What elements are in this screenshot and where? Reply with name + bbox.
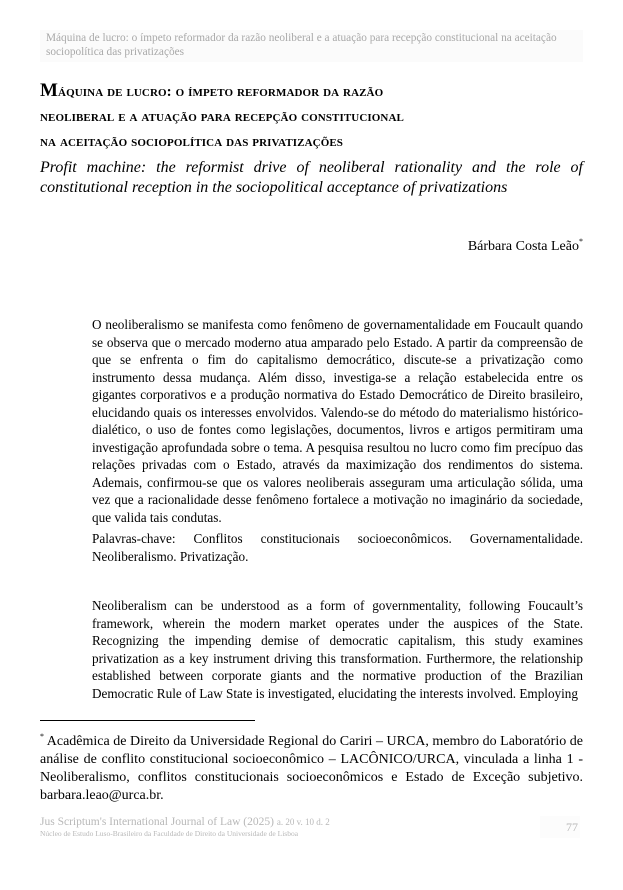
title-initial: M [40,80,59,101]
journal-footer [40,816,330,839]
title-line3: na aceitação sociopolítica das privatizações [40,134,344,150]
title-line2: neoliberal e a atuação para recepção constitucional [40,109,404,125]
abstract-english: Neoliberalism can be understood as a form of governmentality, following Foucault’s framework, wherein the modern market operates under the auspices of the State. Recognizing the impending demise of democratic capitalism, this study examines privatization as a key instrument driving this transformation. Furthermore, the relationship established between corporate giants and the normative production of the Brazilian Democratic Rule of Law State is investigated, elucidating the interests involved. Employing [92,598,583,701]
author-name: Bárbara Costa Leão [467,239,579,254]
journal-name: Jus Scriptum's International Journal of Law (2025) [40,816,277,828]
keywords-line1: Palavras-chave: Conflitos constitucionais socioeconômicos. Governamentalidade. [92,531,583,546]
author-footnote-marker[interactable]: * [579,237,583,246]
title-line1: áquina de lucro: o ímpeto reformador da razão [58,84,384,100]
author-footnote [40,728,583,805]
paper-title [40,78,583,155]
running-header-text: Máquina de lucro: o ímpeto reformador da razão neoliberal e a atuação para recepção constitucional na aceitação sociopolítica das privatizações [46,32,557,58]
journal-volume: a. 20 v. 10 d. 2 [276,817,330,827]
keywords-portuguese [92,530,583,565]
author-byline [468,233,583,256]
keywords-line2: Neoliberalismo. Privatização. [92,548,249,564]
footnote-text: Acadêmica de Direito da Universidade Regional do Cariri – URCA, membro do Laboratório de análise de conflito constitucional socioeconômico – LACÔNICO/URCA, vinculada a linha 1 - Neoliberalismo, conflitos constitucionais socioeconômicos e Estado de Exceção subjetivo. barbara.leao@urca.br. [40,734,583,803]
footnote-separator [40,720,255,721]
journal-citation [40,816,330,829]
running-header [40,30,583,62]
footnote-marker: * [40,732,44,741]
paper-subtitle-english: Profit machine: the reformist drive of neoliberal rationality and the role of constitutional reception in the sociopolitical acceptance of privatizations [40,159,583,196]
abstract-portuguese: O neoliberalismo se manifesta como fenômeno de governamentalidade em Foucault quando se observa que o mercado moderno atua amparado pelo Estado. A partir da compreensão de que se enfrenta o fim do capitalismo democrático, discute-se a privatização como instrumento dessa mudança. Além disso, investiga-se a relação estabelecida entre os gigantes corporativos e a produção normativa do Estado Democrático de Direito brasileiro, elucidando quais os interesses envolvidos. Valendo-se do método do materialismo histórico-dialético, o uso de fontes como legislações, documentos, livros e artigos permitiram uma investigação aprofundada sobre o tema. A pesquisa resultou no lucro como fim precípuo das relações privadas com o Estado, através da maximização dos rendimentos do sistema. Ademais, confirmou-se que os valores neoliberais asseguram uma articulação sólida, uma vez que a racionalidade desse fenômeno fortalece a motivação no imaginário da sociedade, que valida tais condutas. [92,317,583,525]
page-number: 77 [540,816,580,838]
journal-institution: Núcleo de Estudo Luso-Brasileiro da Faculdade de Direito da Universidade de Lisboa [40,829,299,838]
